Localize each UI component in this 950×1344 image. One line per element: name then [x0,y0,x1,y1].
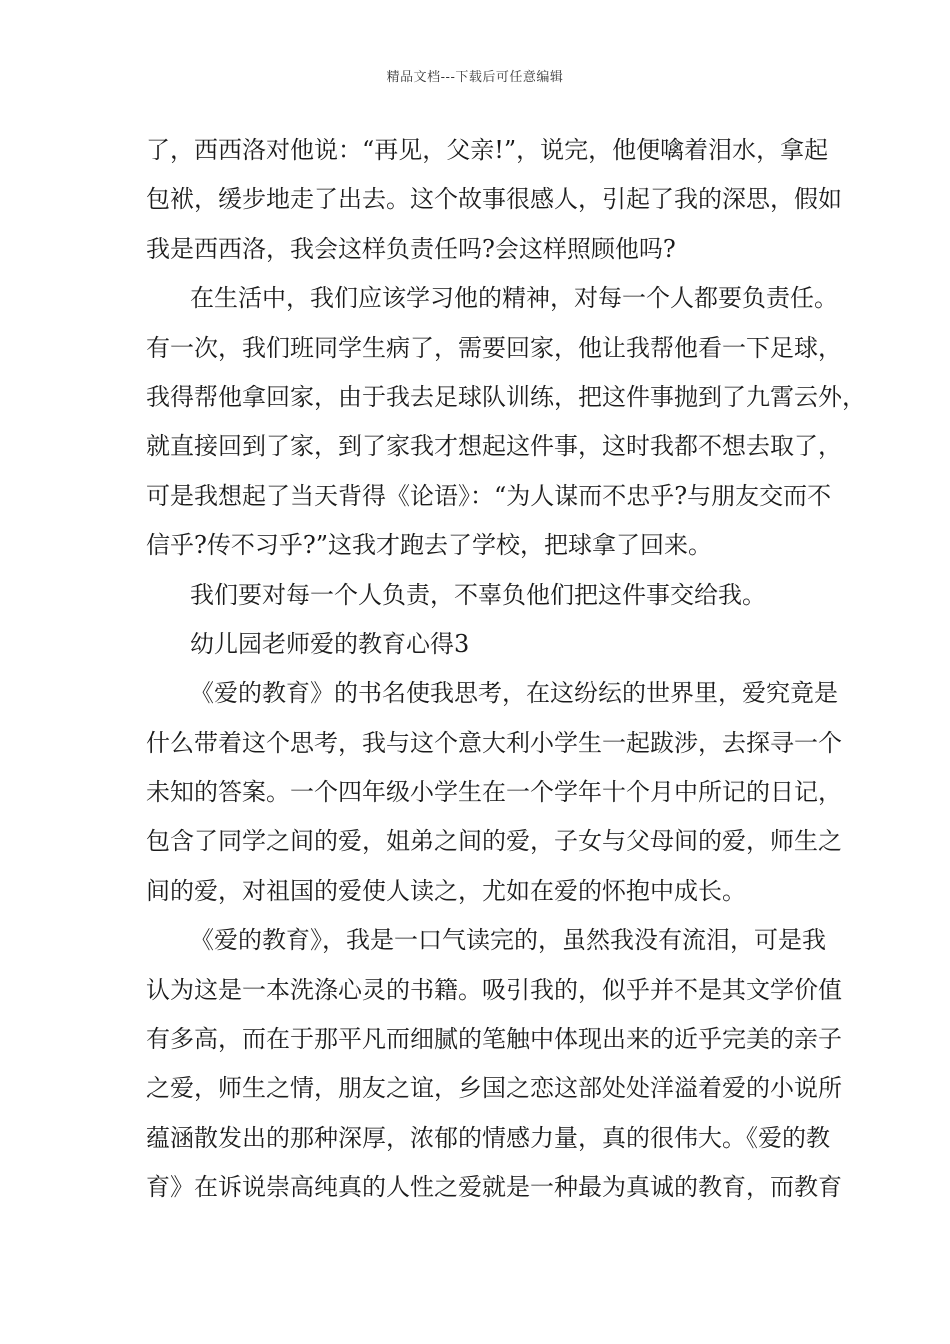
text-line: 幼儿园老师爱的教育心得3 [190,629,470,658]
text-line: 包袱，缓步地走了出去。这个故事很感人，引起了我的深思，假如 [146,185,842,214]
text-line: 有一次，我们班同学生病了，需要回家，他让我帮他看一下足球， [146,333,842,362]
text-line: 就直接回到了家，到了家我才想起这件事，这时我都不想去取了， [146,432,842,461]
paragraph [146,126,842,274]
text-line: 间的爱，对祖国的爱使人读之，尤如在爱的怀抱中成长。 [146,876,746,905]
text-line: 在生活中，我们应该学习他的精神，对每一个人都要负责任。 [190,284,838,313]
section-heading [146,620,810,669]
text-line: 我得帮他拿回家，由于我去足球队训练，把这件事抛到了九霄云外， [146,382,866,411]
text-line: 育》在诉说崇高纯真的人性之爱就是一种最为真诚的教育，而教育 [146,1173,842,1202]
paragraph [146,274,866,570]
text-line: 《爱的教育》的书名使我思考，在这纷纭的世界里，爱究竟是 [190,679,838,708]
paragraph [146,669,842,916]
text-line: 什么带着这个思考，我与这个意大利小学生一起跋涉，去探寻一个 [146,728,842,757]
text-line: 之爱，师生之情，朋友之谊，乡国之恋这部处处洋溢着爱的小说所 [146,1074,842,1103]
paragraph [146,916,842,1212]
document-body [146,126,866,1213]
text-line: 蕴涵散发出的那种深厚，浓郁的情感力量，真的很伟大。《爱的教 [146,1123,830,1152]
text-line: 可是我想起了当天背得《论语》：“为人谋而不忠乎?与朋友交而不 [146,481,832,510]
text-line: 有多高，而在于那平凡而细腻的笔触中体现出来的近乎完美的亲子 [146,1025,842,1054]
paragraph [146,571,810,620]
text-line: 包含了同学之间的爱，姐弟之间的爱，子女与父母间的爱，师生之 [146,827,842,856]
text-line: 信乎?传不习乎?”这我才跑去了学校，把球拿了回来。 [146,531,713,560]
page-header: 精品文档---下载后可任意编辑 [386,70,564,85]
text-line: 未知的答案。一个四年级小学生在一个学年十个月中所记的日记， [146,778,842,807]
text-line: 我是西西洛，我会这样负责任吗?会这样照顾他吗? [146,234,676,263]
text-line: 《爱的教育》，我是一口气读完的，虽然我没有流泪，可是我 [190,926,826,955]
text-line: 我们要对每一个人负责，不辜负他们把这件事交给我。 [190,580,766,609]
text-line: 了，西西洛对他说：“再见，父亲!”，说完，他便噙着泪水，拿起 [146,136,829,164]
text-line: 认为这是一本洗涤心灵的书籍。吸引我的，似乎并不是其文学价值 [146,975,842,1004]
